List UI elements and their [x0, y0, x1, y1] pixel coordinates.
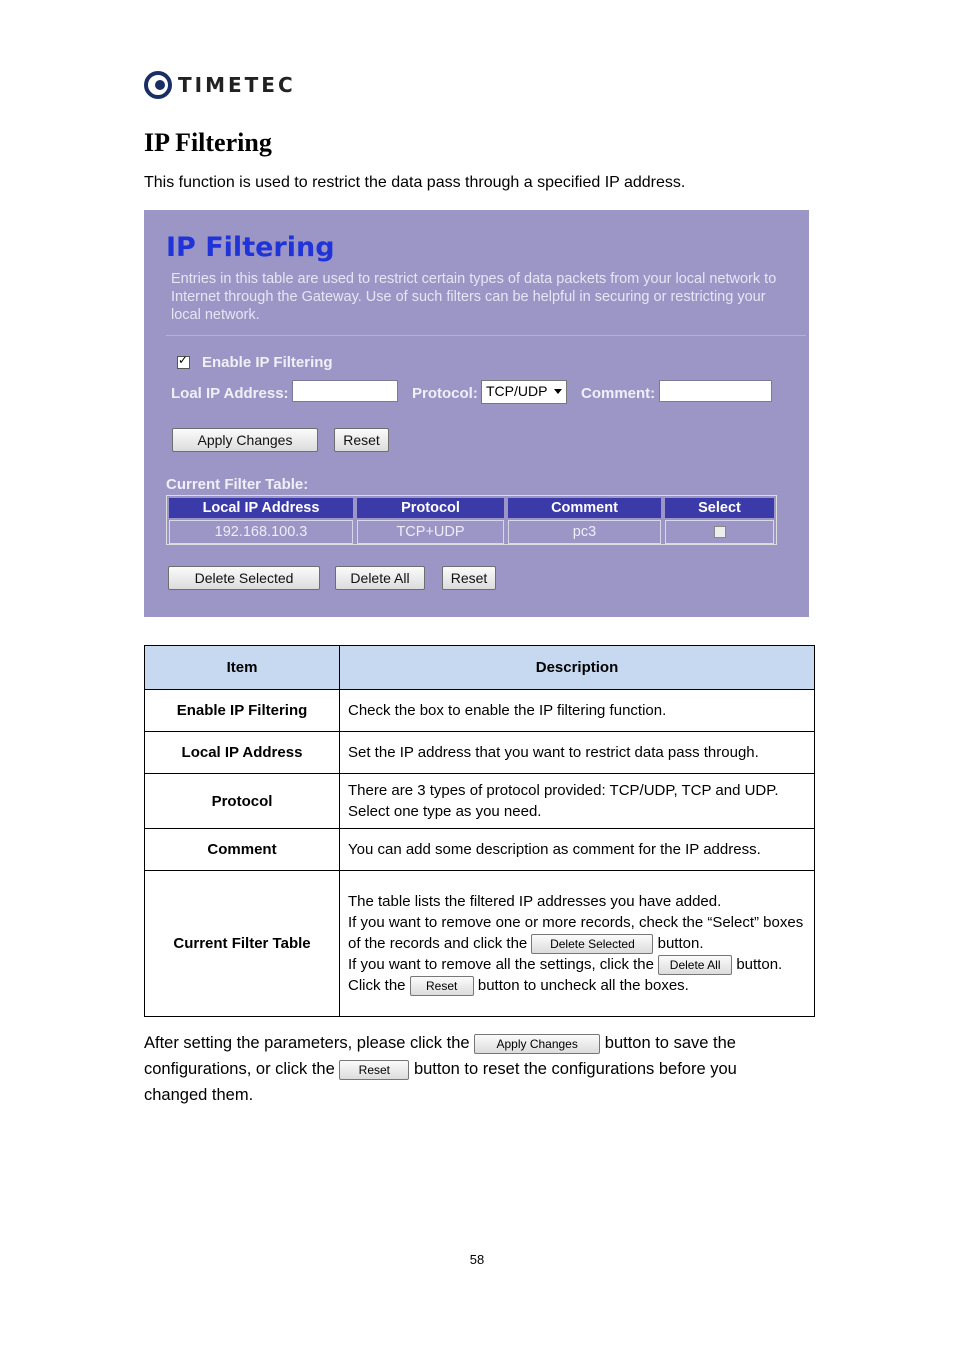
current-filter-table-caption: Current Filter Table:: [166, 476, 309, 493]
protocol-select-value: TCP/UDP: [486, 383, 548, 399]
description-cell: You can add some description as comment for the IP address.: [340, 829, 815, 871]
intro-text: This function is used to restrict the data pass through a specified IP address.: [144, 174, 686, 191]
reset-inline-button: Reset: [339, 1060, 409, 1080]
chevron-down-icon: [554, 389, 562, 394]
desc-text: If you want to remove one or more records, check the “Select” boxes of the records and click the: [348, 913, 804, 952]
description-cell: Check the box to enable the IP filtering function.: [340, 690, 815, 732]
desc-text: button.: [736, 955, 783, 973]
header-protocol: Protocol: [357, 498, 504, 518]
reset-button[interactable]: Reset: [334, 428, 389, 452]
description-cell: There are 3 types of protocol provided: TCP/UDP, TCP and UDP. Select one type as you need.: [340, 774, 815, 829]
header-comment: Comment: [508, 498, 661, 518]
description-table: [144, 645, 815, 1017]
description-cell: [340, 871, 815, 1017]
table-row: [145, 774, 815, 829]
desc-text: If you want to remove all the settings, click the: [348, 955, 654, 973]
delete-all-button[interactable]: Delete All: [335, 566, 425, 590]
desc-line: The table lists the filtered IP addresses you have added.: [348, 892, 722, 910]
enable-ip-filtering-label: Enable IP Filtering: [202, 354, 333, 371]
row-select-cell: [665, 520, 774, 544]
local-ip-label: Loal IP Address:: [171, 385, 289, 402]
delete-selected-inline-button: Delete Selected: [531, 934, 653, 954]
header-description: Description: [340, 646, 815, 690]
protocol-select[interactable]: [481, 380, 567, 404]
item-cell: Comment: [145, 829, 340, 871]
delete-selected-button[interactable]: Delete Selected: [168, 566, 320, 590]
logo-text: TIMETEC: [178, 73, 296, 97]
header-local-ip: Local IP Address: [169, 498, 353, 518]
closing-text: After setting the parameters, please click the: [144, 1034, 470, 1052]
apply-changes-inline-button: Apply Changes: [474, 1034, 600, 1054]
enable-ip-filtering-checkbox[interactable]: [177, 356, 190, 369]
router-screenshot: [144, 210, 809, 617]
local-ip-input[interactable]: [292, 380, 398, 402]
delete-all-inline-button: Delete All: [658, 955, 732, 975]
desc-line: [348, 975, 806, 996]
row-select-checkbox[interactable]: [714, 526, 726, 538]
row-protocol: TCP+UDP: [357, 520, 504, 544]
reset-table-button[interactable]: Reset: [442, 566, 496, 590]
screenshot-title: IP Filtering: [166, 232, 335, 263]
timetec-logo: [144, 68, 296, 102]
reset-inline-button: Reset: [410, 976, 474, 996]
item-cell: Local IP Address: [145, 732, 340, 774]
closing-text: button to reset the configurations before you changed them.: [144, 1060, 737, 1104]
item-cell: Protocol: [145, 774, 340, 829]
divider: [166, 335, 806, 336]
header-item: Item: [145, 646, 340, 690]
comment-label: Comment:: [581, 385, 656, 402]
comment-input[interactable]: [659, 380, 772, 402]
closing-text: button to save the configurations, or click the: [144, 1034, 736, 1078]
desc-text: button to uncheck all the boxes.: [477, 977, 689, 995]
item-cell: Current Filter Table: [145, 871, 340, 1017]
row-local-ip: 192.168.100.3: [169, 520, 353, 544]
desc-text: button.: [657, 934, 704, 952]
table-row: [145, 829, 815, 871]
row-comment: pc3: [508, 520, 661, 544]
current-filter-table: [166, 495, 777, 545]
closing-paragraph: [144, 1030, 804, 1108]
table-row: [145, 871, 815, 1017]
desc-line: [348, 954, 806, 975]
screenshot-description: Entries in this table are used to restrict certain types of data packets from your local network to Internet through the Gateway. Use of such filters can be helpful in securing or restricting your local network.: [171, 271, 777, 323]
protocol-label: Protocol:: [412, 385, 478, 402]
desc-text: Click the: [348, 977, 406, 995]
table-row: [145, 690, 815, 732]
desc-line: [348, 912, 806, 954]
timetec-logo-icon: [144, 71, 172, 99]
header-select: Select: [665, 498, 774, 518]
table-row: [145, 732, 815, 774]
table-header-row: [145, 646, 815, 690]
page-number: 58: [469, 1252, 485, 1267]
apply-changes-button[interactable]: Apply Changes: [172, 428, 318, 452]
description-cell: Set the IP address that you want to restrict data pass through.: [340, 732, 815, 774]
item-cell: Enable IP Filtering: [145, 690, 340, 732]
page-title: IP Filtering: [144, 128, 272, 157]
